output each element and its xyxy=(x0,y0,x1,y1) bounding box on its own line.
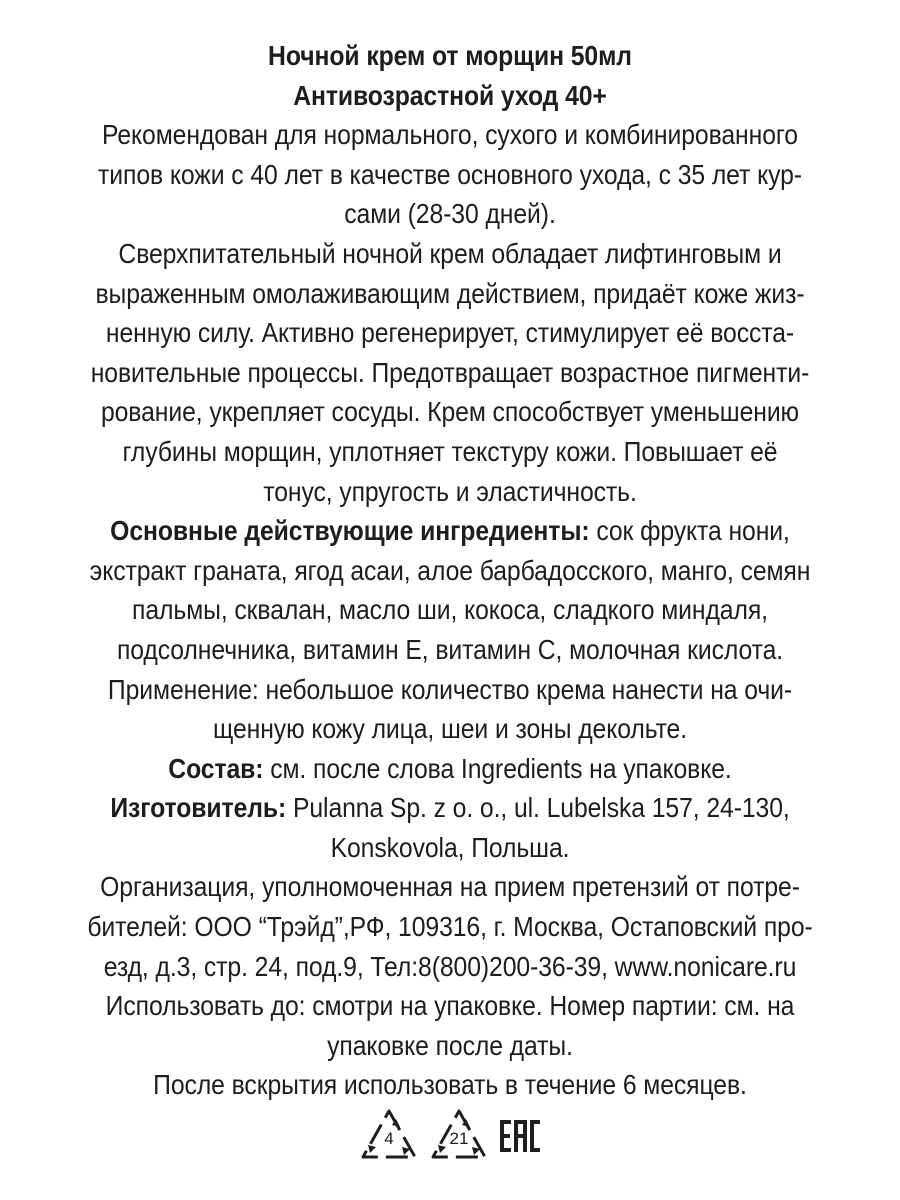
manufacturer-label: Изготовитель: xyxy=(110,792,287,824)
manufacturer-text: Pulanna Sp. z o. o., ul. Lubelska 157, 24-130, xyxy=(286,792,790,824)
manufacturer-line xyxy=(45,788,855,828)
recycle-code-4: 4 xyxy=(384,1129,394,1148)
description-line: рование, укрепляет сосуды. Крем способствует уменьшению xyxy=(100,396,800,428)
ingredients-line: экстракт граната, ягод асаи, алое барбадосского, манго, семян xyxy=(89,554,811,586)
description-line: новительные процессы. Предотвращает возрастное пигменти- xyxy=(90,356,810,388)
certification-icons xyxy=(0,1106,900,1166)
composition-line xyxy=(45,749,855,789)
recycle-icon xyxy=(428,1107,490,1165)
description-line: Сверхпитательный ночной крем обладает лифтинговым и xyxy=(118,237,782,269)
product-label-text xyxy=(0,36,900,1105)
recycle-icon xyxy=(358,1107,420,1165)
after-opening-line: После вскрытия использовать в течение 6 месяцев. xyxy=(153,1069,747,1101)
recommendation-line: Рекомендован для нормального, сухого и комбинированного xyxy=(102,119,798,151)
usage-line: Применение: небольшое количество крема нанести на очи- xyxy=(107,673,793,705)
eac-icon xyxy=(498,1116,542,1156)
description-line: глубины морщин, уплотняет текстуру кожи. Повышает её xyxy=(122,435,778,467)
manufacturer-line: Konskovola, Польша. xyxy=(330,831,570,863)
product-subtitle: Антивозрастной уход 40+ xyxy=(293,79,607,111)
product-title: Ночной крем от морщин 50мл xyxy=(268,40,632,71)
recycle-code-21: 21 xyxy=(449,1129,469,1148)
expiry-line: Использовать до: смотри на упаковке. Номер партии: см. на xyxy=(105,990,795,1022)
ingredients-line: пальмы, сквалан, масло ши, кокоса, сладкого миндаля, xyxy=(132,594,768,626)
ingredients-text: сок фрукта нони, xyxy=(589,515,790,547)
description-line: ненную силу. Активно регенерирует, стимулирует её восста- xyxy=(105,317,795,349)
organization-line: бителей: ООО “Трэйд”,РФ, 109316, г. Москва, Остаповский про- xyxy=(87,911,813,943)
recommendation-line: типов кожи с 40 лет в качестве основного ухода, с 35 лет кур- xyxy=(98,158,802,190)
ingredients-first-line xyxy=(45,511,855,551)
composition-label: Состав: xyxy=(168,752,264,784)
organization-line: езд, д.3, стр. 24, под.9, Тел:8(800)200-36-39, www.nonicare.ru xyxy=(103,950,797,982)
recommendation-line: сами (28-30 дней). xyxy=(344,198,556,230)
description-line: тонус, упругость и эластичность. xyxy=(263,475,637,507)
composition-text: см. после слова Ingredients на упаковке. xyxy=(263,752,732,784)
ingredients-label: Основные действующие ингредиенты: xyxy=(110,515,590,547)
ingredients-line: подсолнечника, витамин Е, витамин С, молочная кислота. xyxy=(116,633,784,665)
organization-line: Организация, уполномоченная на прием претензий от потре- xyxy=(100,871,800,903)
description-line: выраженным омолаживающим действием, придаёт коже жиз- xyxy=(95,277,805,309)
expiry-line: упаковке после даты. xyxy=(327,1029,573,1061)
usage-line: щенную кожу лица, шеи и зоны декольте. xyxy=(212,713,688,745)
